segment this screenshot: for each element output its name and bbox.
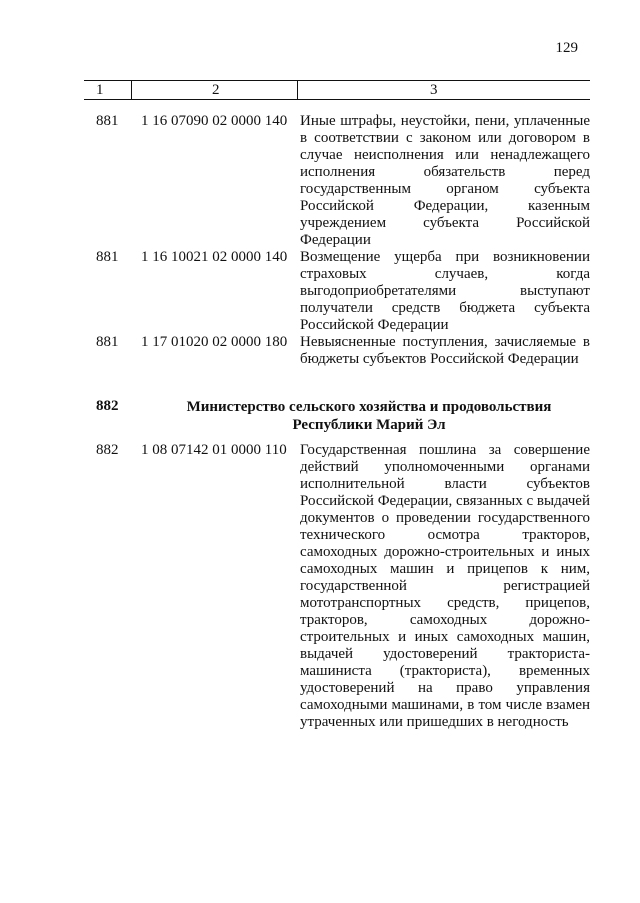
budget-code: 1 08 07142 01 0000 110 [141, 442, 287, 458]
admin-code: 881 [96, 113, 119, 129]
income-description: Возмещение ущерба при возникновении страховых случаев, когда выгодоприобретателями выступают получатели средств бюджета субъекта Российской Федерации [300, 249, 590, 333]
admin-code: 882 [96, 442, 119, 458]
section-admin-code: 882 [96, 398, 119, 414]
header-col-2: 2 [212, 82, 220, 98]
section-title-line-2: Республики Марий Эл [292, 417, 446, 433]
section-title [164, 398, 574, 434]
income-description: Иные штрафы, неустойки, пени, уплаченные в соответствии с законом или договором в случае неисполнения или ненадлежащего исполнения обязательств перед государственным органом субъекта Российской Федерации, казенным учреждением субъекта Российской Федерации [300, 113, 590, 248]
income-description: Государственная пошлина за совершение действий уполномоченными органами исполнительной власти субъектов Российской Федерации, связанных с выдачей документов о проведении государственного технического осмотра тракторов, самоходных дорожно-строительных и иных самоходных машин и прицепов к ним, государственной регистрацией мототранспортных средств, прицепов, тракторов, самоходных дорожно-строительных и иных самоходных машин, выдачей удостоверений тракториста-машиниста (тракториста), временных удостоверений на право управления самоходными машинами, в том числе взамен утраченных или пришедших в негодность [300, 442, 590, 730]
table-header [84, 80, 590, 100]
header-divider-1 [131, 81, 132, 99]
budget-code: 1 16 10021 02 0000 140 [141, 249, 288, 265]
budget-code: 1 16 07090 02 0000 140 [141, 113, 288, 129]
budget-code: 1 17 01020 02 0000 180 [141, 334, 288, 350]
header-col-1: 1 [96, 82, 104, 98]
header-divider-2 [297, 81, 298, 99]
section-title-line-1: Министерство сельского хозяйства и продовольствия [186, 399, 552, 415]
income-description: Невыясненные поступления, зачисляемые в бюджеты субъектов Российской Федерации [300, 334, 590, 367]
page-number: 129 [555, 40, 578, 56]
header-col-3: 3 [430, 82, 438, 98]
admin-code: 881 [96, 249, 119, 265]
admin-code: 881 [96, 334, 119, 350]
